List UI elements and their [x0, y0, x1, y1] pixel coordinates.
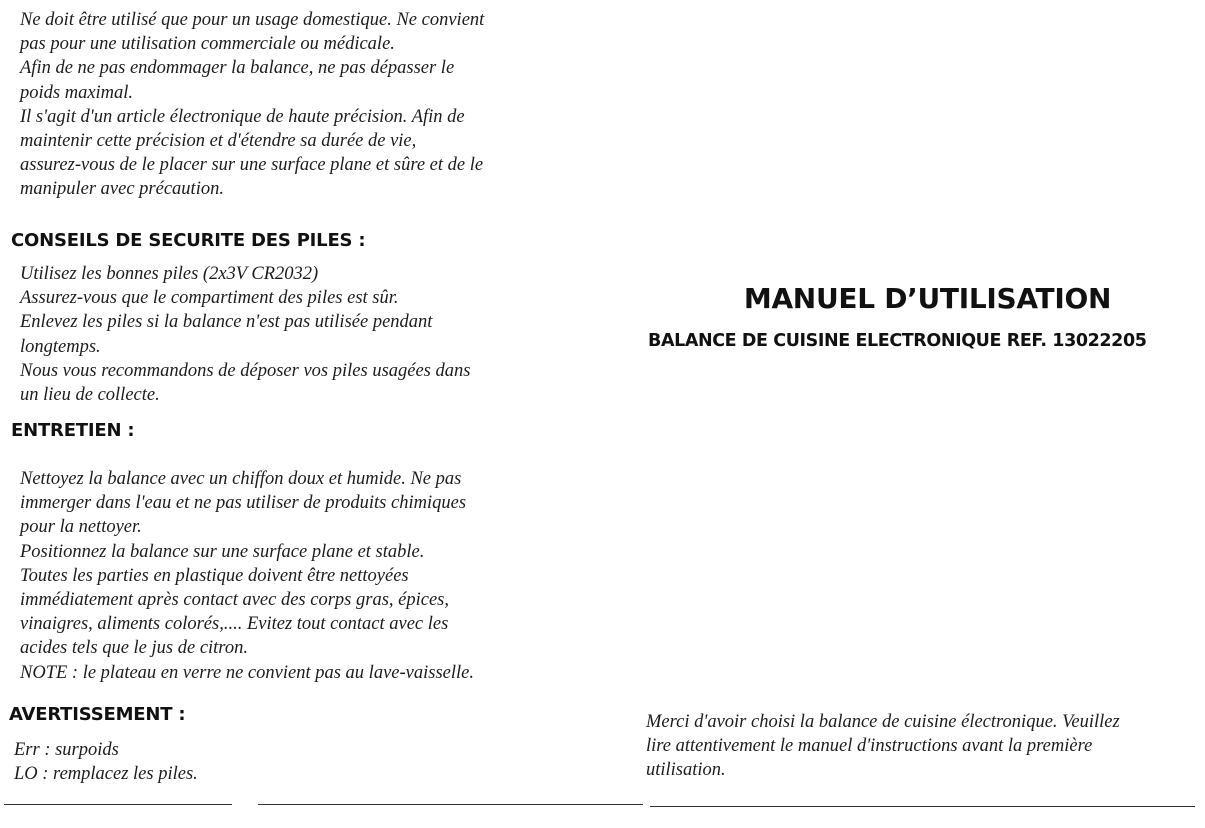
care-line: NOTE : le plateau en verre ne convient pas au lave-vaisselle.	[20, 662, 474, 683]
battery-line: un lieu de collecte.	[20, 385, 160, 406]
warning-heading: AVERTISSEMENT :	[9, 704, 186, 725]
bottom-rule	[258, 804, 643, 805]
care-line: vinaigres, aliments colorés,.... Evitez tout contact avec les	[20, 614, 449, 635]
battery-safety-paragraph	[20, 262, 470, 407]
care-line: pour la nettoyer.	[20, 517, 142, 538]
care-heading: ENTRETIEN :	[11, 420, 135, 441]
bottom-rule	[4, 804, 232, 805]
battery-line: longtemps.	[20, 336, 101, 357]
intro-line: manipuler avec précaution.	[20, 179, 224, 200]
thanks-line: lire attentivement le manuel d'instructions avant la première	[646, 736, 1093, 757]
warning-paragraph	[14, 738, 198, 786]
thanks-line: utilisation.	[646, 760, 726, 781]
care-paragraph	[20, 467, 474, 685]
intro-line: pas pour une utilisation commerciale ou médicale.	[20, 34, 395, 55]
intro-line: assurez-vous de le placer sur une surface plane et sûre et de le	[20, 155, 484, 176]
care-line: immédiatement après contact avec des corps gras, épices,	[20, 590, 449, 611]
battery-safety-heading: CONSEILS DE SECURITE DES PILES :	[11, 230, 366, 251]
bottom-rule	[650, 806, 1195, 807]
intro-line: maintenir cette précision et d'étendre sa durée de vie,	[20, 131, 417, 152]
thanks-line: Merci d'avoir choisi la balance de cuisine électronique. Veuillez	[646, 712, 1120, 732]
intro-paragraph	[20, 8, 484, 202]
intro-line: Afin de ne pas endommager la balance, ne pas dépasser le	[20, 58, 455, 79]
intro-line: poids maximal.	[20, 82, 134, 103]
care-line: Nettoyez la balance avec un chiffon doux et humide. Ne pas	[20, 469, 462, 489]
warning-line: LO : remplacez les piles.	[14, 764, 198, 785]
thanks-paragraph	[646, 710, 1120, 783]
battery-line: Nous vous recommandons de déposer vos piles usagées dans	[20, 360, 471, 381]
care-line: Toutes les parties en plastique doivent être nettoyées	[20, 565, 409, 586]
intro-line: Ne doit être utilisé que pour un usage domestique. Ne convient	[20, 10, 485, 30]
care-line: Positionnez la balance sur une surface plane et stable.	[20, 541, 425, 562]
care-line: acides tels que le jus de citron.	[20, 638, 248, 659]
battery-line: Assurez-vous que le compartiment des piles est sûr.	[20, 288, 399, 309]
care-line: immerger dans l'eau et ne pas utiliser de produits chimiques	[20, 493, 467, 514]
battery-line: Utilisez les bonnes piles (2x3V CR2032)	[20, 264, 319, 284]
manual-title: MANUEL D’UTILISATION	[743, 282, 1112, 315]
intro-line: Il s'agit d'un article électronique de haute précision. Afin de	[20, 106, 465, 127]
battery-line: Enlevez les piles si la balance n'est pas utilisée pendant	[20, 312, 433, 333]
product-subtitle: BALANCE DE CUISINE ELECTRONIQUE REF. 13022205	[648, 331, 1147, 351]
warning-line: Err : surpoids	[14, 740, 119, 760]
